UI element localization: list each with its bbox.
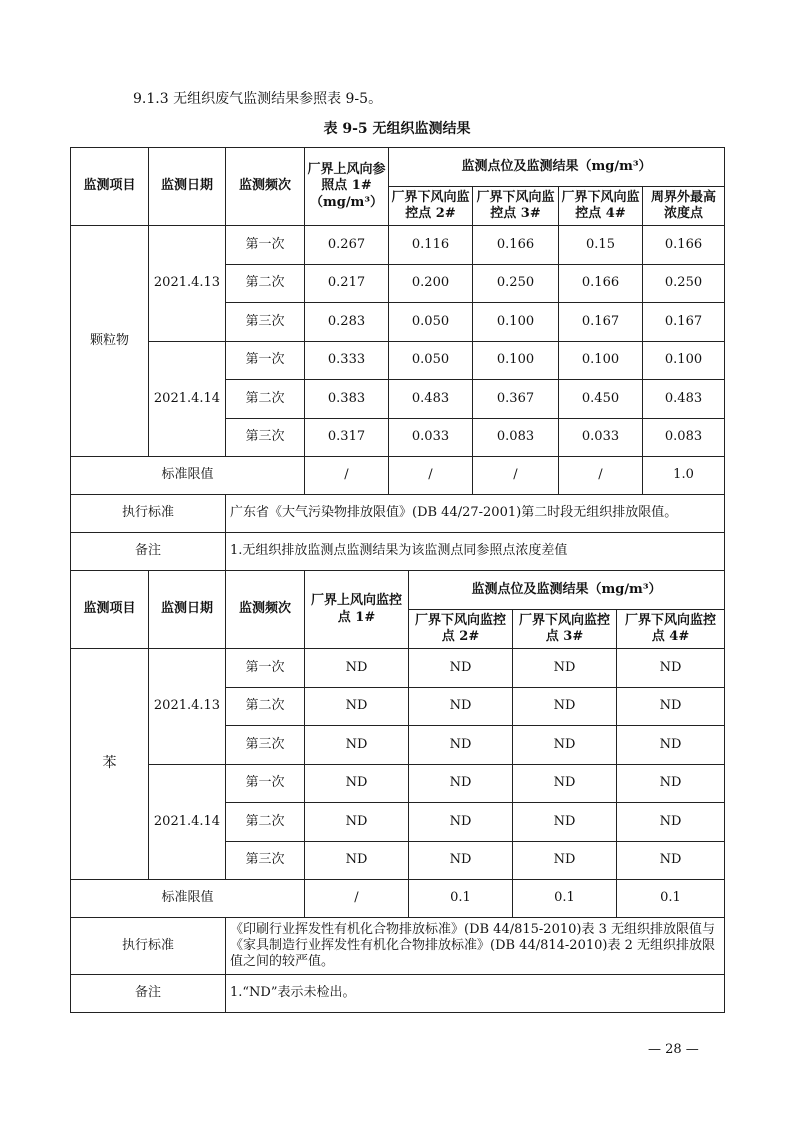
table-row (71, 649, 725, 688)
value-cell: 0.050 (389, 341, 473, 380)
frequency-cell: 第三次 (226, 418, 305, 457)
value-cell: 0.083 (473, 418, 559, 457)
value-cell: ND (305, 687, 409, 726)
header-date: 监测日期 (149, 148, 226, 226)
value-cell: ND (513, 687, 617, 726)
value-cell: ND (513, 726, 617, 765)
standard-label: 执行标准 (71, 495, 226, 533)
table-caption: 表 9-5 无组织监测结果 (323, 121, 471, 137)
value-cell: ND (513, 841, 617, 880)
value-cell: 0.450 (559, 380, 643, 419)
value-cell: ND (409, 726, 513, 765)
value-cell: ND (409, 803, 513, 842)
frequency-cell: 第一次 (226, 764, 305, 803)
value-cell: ND (513, 649, 617, 688)
standard-row (71, 495, 725, 533)
pollutant-name: 颗粒物 (71, 226, 149, 457)
date-cell: 2021.4.14 (149, 341, 226, 457)
limit-value: / (305, 880, 409, 918)
frequency-cell: 第一次 (226, 649, 305, 688)
limit-value: / (559, 457, 643, 495)
benzene-results-table (70, 570, 725, 1013)
value-cell: 0.317 (305, 418, 389, 457)
value-cell: 0.283 (305, 303, 389, 342)
value-cell: 0.250 (473, 264, 559, 303)
note-text: 1.无组织排放监测点监测结果为该监测点同参照点浓度差值 (226, 533, 725, 571)
value-cell: 0.083 (643, 418, 725, 457)
value-cell: ND (617, 803, 725, 842)
standard-row (71, 918, 725, 975)
date-cell: 2021.4.13 (149, 649, 226, 765)
date-cell: 2021.4.14 (149, 764, 226, 880)
value-cell: 0.050 (389, 303, 473, 342)
standard-text: 广东省《大气污染物排放限值》(DB 44/27-2001)第二时段无组织排放限值。 (226, 495, 725, 533)
value-cell: 0.100 (473, 341, 559, 380)
value-cell: 0.100 (643, 341, 725, 380)
frequency-cell: 第一次 (226, 226, 305, 265)
value-cell: 0.267 (305, 226, 389, 265)
header-monitoring-group: 监测点位及监测结果（mg/m³） (389, 148, 725, 187)
value-cell: ND (409, 841, 513, 880)
header-date: 监测日期 (149, 571, 226, 649)
limit-value: 0.1 (617, 880, 725, 918)
limit-value: 1.0 (643, 457, 725, 495)
value-cell: 0.167 (559, 303, 643, 342)
table-row (71, 341, 725, 380)
value-cell: 0.333 (305, 341, 389, 380)
header-item: 监测项目 (71, 148, 149, 226)
value-cell: ND (305, 841, 409, 880)
value-cell: 0.166 (559, 264, 643, 303)
value-cell: 0.217 (305, 264, 389, 303)
value-cell: 0.200 (389, 264, 473, 303)
header-item: 监测项目 (71, 571, 149, 649)
frequency-cell: 第三次 (226, 726, 305, 765)
value-cell: 0.167 (643, 303, 725, 342)
header-point-4: 厂界下风向监控点 4# (559, 187, 643, 226)
limit-label: 标准限值 (71, 457, 305, 495)
standard-text: 《印刷行业挥发性有机化合物排放标准》(DB 44/815-2010)表 3 无组织排放限值与《家具制造行业挥发性有机化合物排放标准》(DB 44/814-2010)表 2 无组织排放限值之间的较严值。 (226, 918, 725, 975)
value-cell: ND (409, 649, 513, 688)
header-frequency: 监测频次 (226, 148, 305, 226)
value-cell: ND (305, 764, 409, 803)
value-cell: 0.483 (643, 380, 725, 419)
note-row (71, 533, 725, 571)
table-row (71, 764, 725, 803)
value-cell: 0.166 (473, 226, 559, 265)
value-cell: 0.15 (559, 226, 643, 265)
value-cell: 0.116 (389, 226, 473, 265)
limit-value: 0.1 (513, 880, 617, 918)
limit-value: 0.1 (409, 880, 513, 918)
note-text: 1.“ND”表示未检出。 (226, 975, 725, 1013)
note-label: 备注 (71, 533, 226, 571)
value-cell: ND (409, 687, 513, 726)
value-cell: ND (513, 803, 617, 842)
header-point-3: 厂界下风向监控点 3# (473, 187, 559, 226)
value-cell: 0.250 (643, 264, 725, 303)
limit-value: / (389, 457, 473, 495)
header-reference-point: 厂界上风向参照点 1#（mg/m³） (305, 148, 389, 226)
header-point-2: 厂界下风向监控点 2# (389, 187, 473, 226)
value-cell: ND (617, 687, 725, 726)
frequency-cell: 第二次 (226, 380, 305, 419)
value-cell: 0.033 (389, 418, 473, 457)
date-cell: 2021.4.13 (149, 226, 226, 342)
value-cell: 0.383 (305, 380, 389, 419)
value-cell: 0.033 (559, 418, 643, 457)
frequency-cell: 第二次 (226, 803, 305, 842)
note-label: 备注 (71, 975, 226, 1013)
page-number: — 28 — (648, 1042, 699, 1057)
frequency-cell: 第三次 (226, 303, 305, 342)
note-row (71, 975, 725, 1013)
value-cell: ND (617, 841, 725, 880)
header-point-2: 厂界下风向监控点 2# (409, 610, 513, 649)
pollutant-name: 苯 (71, 649, 149, 880)
standard-label: 执行标准 (71, 918, 226, 975)
value-cell: 0.367 (473, 380, 559, 419)
value-cell: 0.100 (473, 303, 559, 342)
limit-row (71, 880, 725, 918)
value-cell: ND (409, 764, 513, 803)
limit-value: / (305, 457, 389, 495)
value-cell: ND (513, 764, 617, 803)
header-frequency: 监测频次 (226, 571, 305, 649)
value-cell: ND (617, 726, 725, 765)
header-monitoring-group: 监测点位及监测结果（mg/m³） (409, 571, 725, 610)
frequency-cell: 第一次 (226, 341, 305, 380)
particulate-results-table (70, 147, 725, 571)
value-cell: ND (305, 649, 409, 688)
header-max-concentration: 周界外最高浓度点 (643, 187, 725, 226)
section-heading: 9.1.3 无组织废气监测结果参照表 9-5。 (133, 91, 383, 107)
value-cell: 0.166 (643, 226, 725, 265)
header-reference-point: 厂界上风向监控点 1# (305, 571, 409, 649)
limit-value: / (473, 457, 559, 495)
value-cell: ND (617, 649, 725, 688)
value-cell: ND (305, 803, 409, 842)
header-point-3: 厂界下风向监控点 3# (513, 610, 617, 649)
value-cell: ND (617, 764, 725, 803)
frequency-cell: 第二次 (226, 264, 305, 303)
limit-label: 标准限值 (71, 880, 305, 918)
frequency-cell: 第二次 (226, 687, 305, 726)
value-cell: ND (305, 726, 409, 765)
limit-row (71, 457, 725, 495)
table-row (71, 226, 725, 265)
header-point-4: 厂界下风向监控点 4# (617, 610, 725, 649)
value-cell: 0.100 (559, 341, 643, 380)
frequency-cell: 第三次 (226, 841, 305, 880)
value-cell: 0.483 (389, 380, 473, 419)
